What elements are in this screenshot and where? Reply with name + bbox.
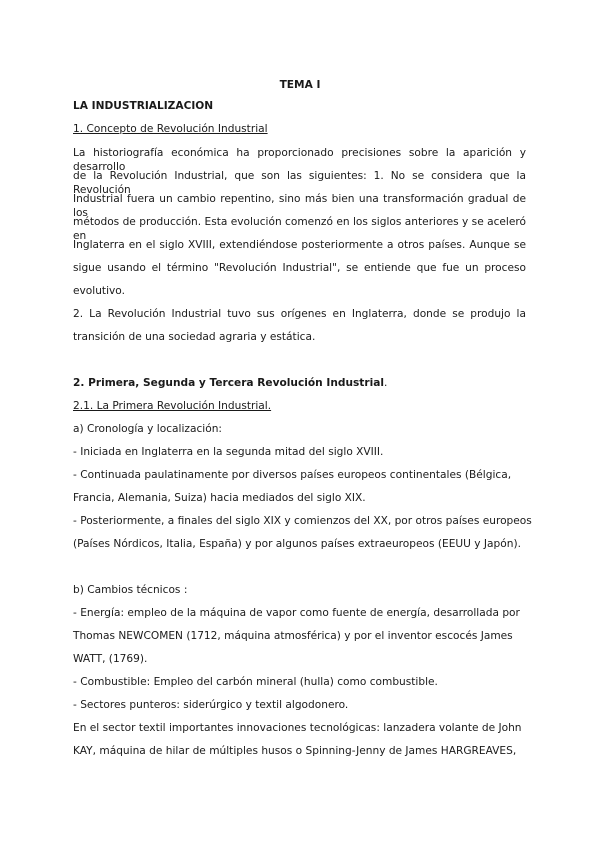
paragraph-1-line: Industrial fuera un cambio repentino, sino más bien una transformación gradual de los [73, 193, 526, 219]
section-2-heading-period: . [384, 377, 388, 389]
cambios-item: WATT, (1769). [73, 653, 148, 665]
document-title: LA INDUSTRIALIZACION [73, 100, 214, 112]
paragraph-1-line: evolutivo. [73, 285, 125, 297]
cronologia-item: - Continuada paulatinamente por diversos países europeos continentales (Bélgica, [73, 469, 512, 481]
cambios-item: - Sectores punteros: siderúrgico y textil algodonero. [73, 699, 349, 711]
paragraph-1-line: métodos de producción. Esta evolución comenzó en los siglos anteriores y se aceleró en [73, 216, 526, 242]
cronologia-item: (Países Nórdicos, Italia, España) y por algunos países extraeuropeos (EEUU y Japón). [73, 538, 521, 550]
cambios-item: Thomas NEWCOMEN (1712, máquina atmosférica) y por el inventor escocés James [73, 630, 513, 642]
paragraph-1-line: de la Revolución Industrial, que son las siguientes: 1. No se considera que la Revolución [73, 170, 526, 196]
cambios-item: - Energía: empleo de la máquina de vapor como fuente de energía, desarrollada por [73, 607, 520, 619]
cronologia-item: - Posteriormente, a finales del siglo XIX y comienzos del XX, por otros países europeos [73, 515, 532, 527]
cambios-item: KAY, máquina de hilar de múltiples husos o Spinning-Jenny de James HARGREAVES, [73, 745, 517, 757]
paragraph-1-line: Inglaterra en el siglo XVIII, extendiéndose posteriormente a otros países. Aunque se [73, 239, 526, 251]
section-1-heading: 1. Concepto de Revolución Industrial [73, 123, 268, 135]
section-2-heading-text: 2. Primera, Segunda y Tercera Revolución Industrial [73, 377, 384, 389]
section-2-heading [73, 376, 387, 390]
cambios-item: - Combustible: Empleo del carbón mineral (hulla) como combustible. [73, 676, 438, 688]
paragraph-1-line: La historiografía económica ha proporcionado precisiones sobre la aparición y desarrollo [73, 147, 526, 173]
paragraph-2-line: 2. La Revolución Industrial tuvo sus orígenes en Inglaterra, donde se produjo la [73, 308, 526, 320]
cambios-item: En el sector textil importantes innovaciones tecnológicas: lanzadera volante de John [73, 722, 522, 734]
cronologia-item: - Iniciada en Inglaterra en la segunda mitad del siglo XVIII. [73, 446, 384, 458]
paragraph-2-line: transición de una sociedad agraria y estática. [73, 331, 316, 343]
paragraph-1-line: sigue usando el término "Revolución Industrial", se entiende que fue un proceso [73, 262, 526, 274]
section-2-1-heading: 2.1. La Primera Revolución Industrial. [73, 400, 272, 412]
tema-heading: TEMA I [279, 79, 321, 91]
cronologia-label: a) Cronología y localización: [73, 423, 222, 435]
cronologia-item: Francia, Alemania, Suiza) hacia mediados del siglo XIX. [73, 492, 366, 504]
cambios-label: b) Cambios técnicos : [73, 584, 188, 596]
